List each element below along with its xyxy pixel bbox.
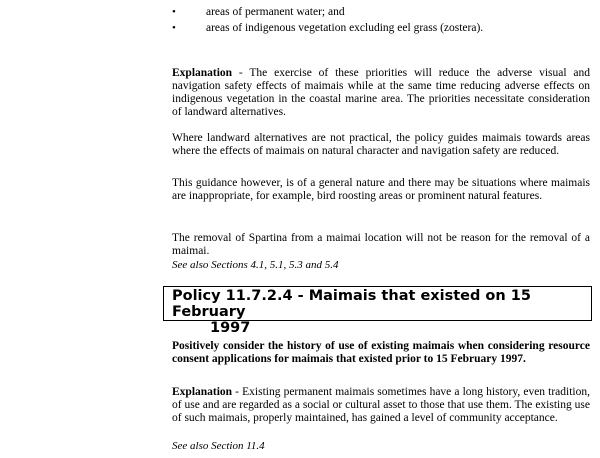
explanation-text: - Existing permanent maimais sometimes have a long history, even tradition, of use and are regarded as a social or cultural asset to those that use them. The existing use of such maimais, properly maintained, has gained a level of community acceptance. bbox=[172, 386, 590, 424]
policy-statement: Positively consider the history of use of existing maimais when considering resource consent applications for maimais that existed prior to 15 February 1997. bbox=[172, 340, 590, 365]
bullet-text: areas of indigenous vegetation excluding eel grass (zostera). bbox=[206, 22, 484, 34]
bullet-icon: • bbox=[172, 6, 176, 18]
bullet-list bbox=[172, 6, 592, 38]
policy-heading-line2: 1997 bbox=[210, 320, 251, 336]
explanation-paragraph bbox=[172, 386, 590, 425]
explanation-label: Explanation bbox=[172, 386, 233, 398]
explanation-paragraph bbox=[172, 67, 590, 119]
spartina-paragraph: The removal of Spartina from a maimai location will not be reason for the removal of a maimai. bbox=[172, 232, 590, 257]
list-item bbox=[172, 22, 592, 38]
policy-heading-line1: Policy 11.7.2.4 - Maimais that existed on 15 February bbox=[172, 288, 531, 320]
list-item bbox=[172, 6, 592, 22]
bullet-icon: • bbox=[172, 22, 176, 34]
explanation-label: Explanation bbox=[172, 67, 233, 79]
bullet-text: areas of permanent water; and bbox=[206, 6, 345, 18]
policy-heading bbox=[163, 286, 592, 336]
see-also-reference: See also Section 11.4 bbox=[172, 440, 265, 452]
landward-alternatives-paragraph: Where landward alternatives are not practical, the policy guides maimais towards areas where the effects of maimais on natural character and navigation safety are reduced. bbox=[172, 132, 590, 157]
guidance-paragraph: This guidance however, is of a general nature and there may be situations where maimais are inappropriate, for example, bird roosting areas or prominent natural features. bbox=[172, 177, 590, 202]
explanation-text: - The exercise of these priorities will reduce the adverse visual and navigation safety effects of maimais while at the same time reducing adverse effects on indigenous vegetation in the coastal marine area. The priorities necessitate consideration of landward alternatives. bbox=[172, 67, 590, 118]
see-also-reference: See also Sections 4.1, 5.1, 5.3 and 5.4 bbox=[172, 259, 339, 271]
